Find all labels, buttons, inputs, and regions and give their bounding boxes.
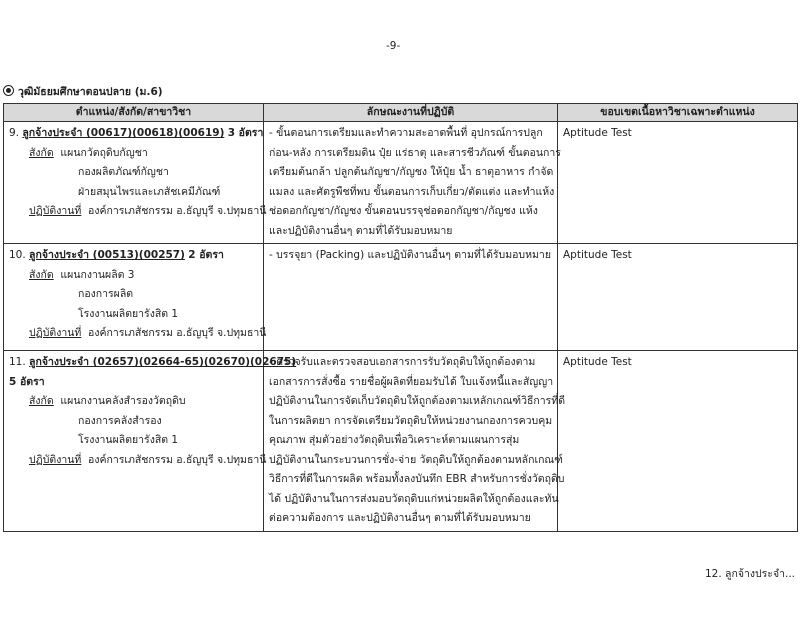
section-title: วุฒิมัธยมศึกษาตอนปลาย (ม.6) xyxy=(3,83,163,100)
duty-line: แมลง และศัตรูพืชที่พบ ขั้นตอนการเก็บเกี่ยว/ตัดแต่ง และทำแห้ง xyxy=(269,185,555,198)
radio-bullet-icon xyxy=(3,85,14,96)
position-cell xyxy=(4,351,297,532)
duty-line: เอกสารการสั่งซื้อ รายชื่อผู้ผลิตที่ยอมรับได้ ใบแจ้งหนี้และสัญญา xyxy=(269,375,554,388)
duty-line: ต่อความต้องการ และปฏิบัติงานอื่นๆ ตามที่ได้รับมอบหมาย xyxy=(269,512,531,524)
positions-table xyxy=(3,103,798,532)
position-count: 5 อัตรา xyxy=(9,375,45,388)
duty-line: คุณภาพ สุ่มตัวอย่างวัตถุดิบเพื่อวิเคราะห์ตามแผนการสุ่ม xyxy=(269,434,520,446)
table-row xyxy=(4,244,798,351)
workplace-line: ปฏิบัติงานที่ องค์การเภสัชกรรม อ.ธัญบุรี จ.ปทุมธานี xyxy=(29,205,267,217)
affiliation-line: กองการผลิต xyxy=(78,288,134,300)
position-title: 11. ลูกจ้างประจำ (02657)(02664-65)(02670)(02675) xyxy=(9,356,297,368)
header-scope: ขอบเขตเนื้อหาวิชาเฉพาะตำแหน่ง xyxy=(558,104,798,122)
affiliation-line: โรงงานผลิตยารังสิต 1 xyxy=(78,307,179,320)
position-title: 10. ลูกจ้างประจำ (00513)(00257) 2 อัตรา xyxy=(9,249,224,261)
affiliation-line: สังกัด แผนกวัตถุดิบกัญชา xyxy=(29,146,148,159)
table-row xyxy=(4,122,798,244)
duty-line: ในการผลิตยา การจัดเตรียมวัตถุดิบให้หน่วยงานกองการควบคุม xyxy=(269,414,553,427)
table-header-row xyxy=(4,104,798,122)
duties-cell xyxy=(264,122,561,244)
affiliation-line: กองผลิตภัณฑ์กัญชา xyxy=(78,166,169,178)
scope-cell: Aptitude Test xyxy=(558,122,798,244)
position-cell xyxy=(4,122,267,244)
duty-line: - บรรจุยา (Packing) และปฏิบัติงานอื่นๆ ตามที่ได้รับมอบหมาย xyxy=(269,249,551,261)
affiliation-line: ฝ่ายสมุนไพรและเภสัชเคมีภัณฑ์ xyxy=(78,185,221,198)
scope-cell: Aptitude Test xyxy=(558,351,798,532)
duty-line: - ขั้นตอนการเตรียมและทำความสะอาดพื้นที่ อุปกรณ์การปลูก xyxy=(269,127,543,139)
continuation-text: 12. ลูกจ้างประจำ... xyxy=(705,568,796,580)
duty-line: เตรียมต้นกล้า ปลูกต้นกัญชา/กัญชง ให้ปุ๋ย น้ำ ธาตุอาหาร กำจัด xyxy=(269,166,554,178)
affiliation-line: กองการคลังสำรอง xyxy=(78,414,162,427)
table-row xyxy=(4,351,798,532)
header-position: ตำแหน่ง/สังกัด/สาขาวิชา xyxy=(4,104,264,122)
duties-cell xyxy=(264,244,558,351)
header-duties: ลักษณะงานที่ปฏิบัติ xyxy=(264,104,558,122)
position-cell xyxy=(4,244,267,351)
duty-line: ได้ ปฏิบัติงานในการส่งมอบวัตถุดิบแก่หน่วยผลิตให้ถูกต้องและทัน xyxy=(269,492,559,505)
page-number: -9- xyxy=(386,40,401,52)
position-title: 9. ลูกจ้างประจำ (00617)(00618)(00619) 3 อัตรา xyxy=(9,127,264,139)
duty-line: วิธีการที่ดีในการผลิต พร้อมทั้งลงบันทึก EBR สำหรับการชั่งวัตถุดิบ xyxy=(269,473,565,485)
duty-line: - ตรวจรับและตรวจสอบเอกสารการรับวัตถุดิบให้ถูกต้องตาม xyxy=(269,356,536,368)
affiliation-line: สังกัด แผนกงานผลิต 3 xyxy=(29,268,135,281)
workplace-line: ปฏิบัติงานที่ องค์การเภสัชกรรม อ.ธัญบุรี จ.ปทุมธานี xyxy=(29,453,267,466)
affiliation-line: สังกัด แผนกงานคลังสำรองวัตถุดิบ xyxy=(29,395,186,407)
duty-line: และปฏิบัติงานอื่นๆ ตามที่ได้รับมอบหมาย xyxy=(269,224,453,237)
duty-line: ปฏิบัติงานในการจัดเก็บวัตถุดิบให้ถูกต้องตามเหลักเกณฑ์วิธีการที่ดี xyxy=(269,395,566,407)
duty-line: ก่อน-หลัง การเตรียมดิน ปุ๋ย แร่ธาตุ และสารชีวภัณฑ์ ขั้นตอนการ xyxy=(269,146,561,159)
workplace-line: ปฏิบัติงานที่ องค์การเภสัชกรรม อ.ธัญบุรี จ.ปทุมธานี xyxy=(29,327,267,339)
affiliation-line: โรงงานผลิตยารังสิต 1 xyxy=(78,434,179,446)
duty-line: ช่อดอกกัญชา/กัญชง ขั้นตอนบรรจุช่อดอกกัญชา/กัญชง แห้ง xyxy=(269,205,538,217)
scope-cell: Aptitude Test xyxy=(558,244,798,351)
duty-line: ปฏิบัติงานในกระบวนการชั่ง-จ่าย วัตถุดิบให้ถูกต้องตามหลักเกณฑ์ xyxy=(269,453,563,466)
duties-cell xyxy=(264,351,566,532)
